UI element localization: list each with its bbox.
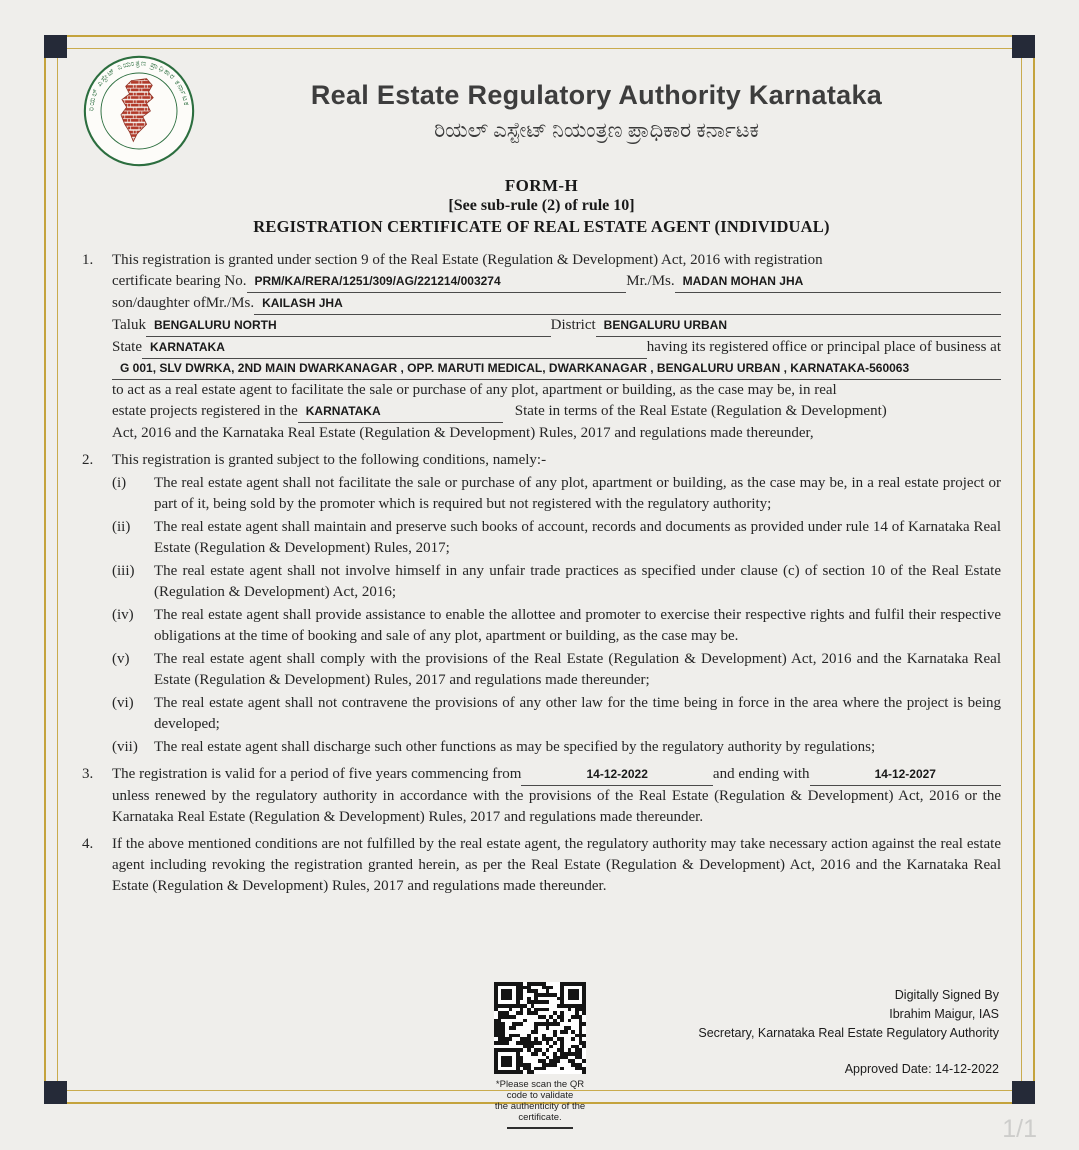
clause-1-line-3: [112, 293, 1001, 315]
signer-title: Secretary, Karnataka Real Estate Regulatory Authority: [698, 1026, 999, 1040]
authority-name-en: Real Estate Regulatory Authority Karnataka: [310, 79, 883, 110]
approved-date: Approved Date: 14-12-2022: [844, 1062, 999, 1076]
clause-1-line-5: [112, 337, 1001, 359]
clause-1-number: 1.: [82, 252, 94, 268]
condition-text: The real estate agent shall discharge such other functions as may be specified by the regulatory authority by regulations;: [154, 739, 876, 755]
clause-3-line-1: [112, 764, 1001, 786]
condition-text: The real estate agent shall not facilitate the sale or purchase of any plot, apartment or building, as the case may be, in a real estate project or part of it, being sold by the promoter which is required but not registered with the regulatory authority;: [154, 475, 1001, 512]
form-heading: [82, 176, 1001, 237]
condition-item: [112, 561, 1001, 603]
clause-2-number: 2.: [82, 452, 94, 468]
district-value: BENGALURU URBAN: [596, 316, 1001, 337]
condition-label: (v): [112, 651, 130, 667]
clause-1: [82, 250, 1001, 444]
condition-label: (iii): [112, 563, 135, 579]
page-indicator: 1/1: [1002, 1115, 1037, 1143]
mr-ms-label: Mr./Ms.: [626, 273, 675, 289]
condition-item: [112, 693, 1001, 735]
taluk-label: Taluk: [112, 317, 146, 333]
clause-3: [82, 764, 1001, 828]
clause-4: [82, 834, 1001, 897]
certificate-body: [82, 250, 1001, 897]
clause-1-line-4: [112, 315, 1001, 337]
clause-1-text: State in terms of the Real Estate (Regulation & Development): [514, 403, 887, 419]
qr-code: [494, 982, 586, 1074]
condition-text: The real estate agent shall not involve himself in any unfair trade practices as specified under clause (c) of section 10 of the Real Estate (Regulation & Development) Act, 2016;: [154, 563, 1001, 600]
clause-3-continuation: unless renewed by the regulatory authority in accordance with the provisions of the Real Estate (Regulation & Development) Act, 2016 or the Karnataka Real Estate (Regulation & Development) Rules, 2017 and regulations made thereunder.: [112, 788, 1001, 825]
condition-item: [112, 473, 1001, 515]
state-label: State: [112, 339, 142, 355]
clause-1-line-2: [112, 271, 1001, 293]
condition-item: [112, 605, 1001, 647]
registered-state-value: KARNATAKA: [298, 402, 503, 423]
clause-4-number: 4.: [82, 836, 94, 852]
clause-1-line-9: [112, 423, 1001, 444]
clause-1-text: to act as a real estate agent to facilitate the sale or purchase of any plot, apartment or building, as the case may be, in real: [112, 382, 837, 398]
corner-ornament-bottom-right: [1012, 1081, 1035, 1104]
authority-seal-logo: [82, 54, 196, 168]
condition-item: [112, 737, 1001, 758]
clause-1-line-8: [112, 401, 1001, 423]
authority-titles: [222, 80, 1001, 143]
condition-label: (iv): [112, 607, 134, 623]
condition-text: The real estate agent shall provide assistance to enable the allottee and promoter to exercise their respective rights and fulfil their respective obligations at the time of booking and sale of any plot, apartment or building, as the case may be.: [154, 607, 1001, 644]
qr-caption-underline: [507, 1127, 573, 1129]
cert-no-label: certificate bearing No.: [112, 273, 247, 289]
qr-caption-line-1: *Please scan the QR code to validate: [495, 1079, 585, 1101]
conditions-list: [112, 473, 1001, 758]
taluk-value: BENGALURU NORTH: [146, 316, 551, 337]
qr-caption: [485, 1079, 595, 1123]
agent-name-value: MADAN MOHAN JHA: [675, 272, 1001, 293]
digitally-signed-label: Digitally Signed By: [894, 988, 999, 1002]
state-value: KARNATAKA: [142, 338, 647, 359]
condition-text: The real estate agent shall maintain and preserve such books of account, records and documents as provided under rule 14 of Karnataka Real Estate (Regulation & Development) Rules, 2017;: [154, 519, 1001, 556]
corner-ornament-top-right: [1012, 35, 1035, 58]
qr-block: [485, 982, 595, 1129]
expiry-date-value: 14-12-2027: [810, 765, 1001, 786]
validity-text: The registration is valid for a period of five years commencing from: [112, 766, 522, 782]
clause-2-intro: This registration is granted subject to the following conditions, namely:-: [112, 452, 547, 468]
authority-name-kn: ರಿಯಲ್ ಎಸ್ಟೇಟ್ ನಿಯಂತ್ರಣ ಪ್ರಾಧಿಕಾರ ಕರ್ನಾಟಕ: [434, 117, 759, 142]
ending-with-label: and ending with: [712, 766, 810, 782]
clause-1-text: This registration is granted under section 9 of the Real Estate (Regulation & Development) Act, 2016 with registration: [112, 252, 823, 268]
corner-ornament-top-left: [44, 35, 67, 58]
qr-caption-line-2: the authenticity of the certificate.: [494, 1101, 586, 1123]
condition-item: [112, 517, 1001, 559]
address-value: G 001, SLV DWRKA, 2ND MAIN DWARKANAGAR , OPP. MARUTI MEDICAL, DWARKANAGAR , BENGALURU URBAN , KARNATAKA-560063: [112, 359, 1001, 380]
condition-label: (vii): [112, 739, 138, 755]
clause-3-number: 3.: [82, 766, 94, 782]
condition-item: [112, 649, 1001, 691]
clause-1-text: Act, 2016 and the Karnataka Real Estate (Regulation & Development) Rules, 2017 and regulations made thereunder,: [112, 425, 814, 441]
clause-1-line-6: [112, 359, 1001, 380]
condition-text: The real estate agent shall comply with the provisions of the Real Estate (Regulation & Development) Act, 2016 and the Karnataka Real Estate (Regulation & Development) Rules, 2017 and regulations made thereunder;: [154, 651, 1001, 688]
corner-ornament-bottom-left: [44, 1081, 67, 1104]
condition-text: The real estate agent shall not contravene the provisions of any other law for the time being in force in the area where the project is being developed;: [154, 695, 1001, 732]
clause-4-text: If the above mentioned conditions are not fulfilled by the real estate agent, the regulatory authority may take necessary action against the real estate agent including revoking the registration granted herein, as per the Real Estate (Regulation & Development) Act, 2016 and the Karnataka Real Estate (Regulation & Development) Rules, 2017 and regulations made thereunder.: [112, 836, 1001, 894]
son-daughter-label: son/daughter ofMr./Ms.: [112, 295, 255, 311]
certificate-page: [82, 54, 1001, 897]
signer-name: Ibrahim Maigur, IAS: [889, 1007, 999, 1021]
condition-label: (i): [112, 475, 127, 491]
certificate-header: [82, 54, 1001, 168]
seal-ring-text: ರಿಯಲ್ ಎಸ್ಟೇಟ್ ನಿಯಂತ್ರಣ ಪ್ರಾಧಿಕಾರ ಕರ್ನಾಟಕ: [86, 58, 192, 112]
reg-state-label: estate projects registered in the: [112, 403, 298, 419]
condition-label: (ii): [112, 519, 131, 535]
clause-2: [82, 450, 1001, 758]
father-name-value: KAILASH JHA: [254, 294, 1001, 315]
district-label: District: [550, 317, 596, 333]
clause-1-line-1: [112, 250, 1001, 271]
form-title: REGISTRATION CERTIFICATE OF REAL ESTATE AGENT (INDIVIDUAL): [253, 217, 830, 236]
office-text: having its registered office or principal place of business at: [646, 339, 1001, 355]
clause-1-line-7: [112, 380, 1001, 401]
condition-label: (vi): [112, 695, 134, 711]
signature-block: [698, 986, 999, 1043]
form-code: FORM-H: [504, 176, 579, 195]
commencement-date-value: 14-12-2022: [521, 765, 712, 786]
form-subrule: [See sub-rule (2) of rule 10]: [448, 197, 635, 214]
certificate-number-value: PRM/KA/RERA/1251/309/AG/221214/003274: [247, 272, 627, 293]
